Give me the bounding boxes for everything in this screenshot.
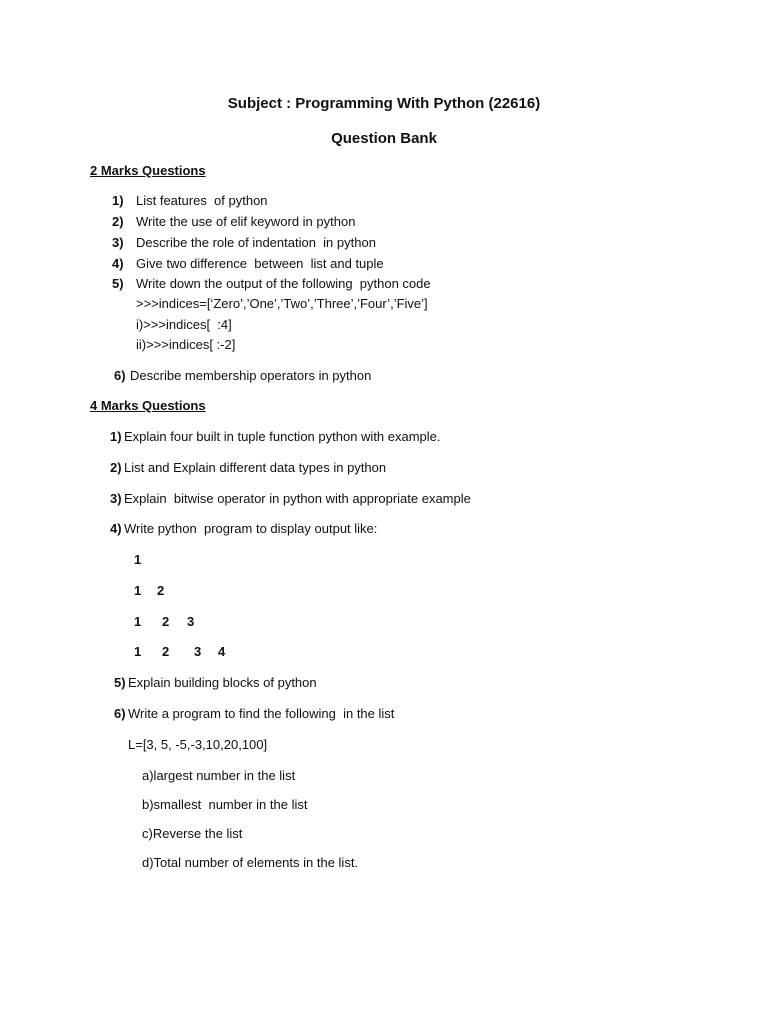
question-number: 4) (112, 256, 124, 271)
question-text: Write a program to find the following in the list (128, 706, 395, 721)
question-text: Explain building blocks of python (128, 675, 317, 690)
question-number: 5) (114, 675, 126, 690)
pattern-cell: 3 (187, 614, 195, 629)
question-text: List features of python (136, 193, 268, 208)
sub-question: c)Reverse the list (142, 826, 243, 841)
question-number: 2) (110, 460, 122, 475)
question-text: Write python program to display output like: (124, 521, 378, 536)
question-text: Describe the role of indentation in python (136, 235, 376, 250)
sub-question: a)largest number in the list (142, 768, 296, 783)
pattern-cell: 4 (218, 644, 226, 659)
section-heading-4-marks: 4 Marks Questions (90, 398, 206, 413)
sub-question: b)smallest number in the list (142, 797, 308, 812)
question-text: Give two difference between list and tuple (136, 256, 384, 271)
question-number: 1) (112, 193, 124, 208)
document-subject: Subject : Programming With Python (22616) (227, 95, 541, 112)
question-number: 5) (112, 276, 124, 291)
question-text: Write down the output of the following python code (136, 276, 431, 291)
question-text: Write the use of elif keyword in python (136, 214, 356, 229)
pattern-cell: 2 (162, 614, 170, 629)
pattern-cell: 1 (134, 552, 142, 567)
code-line: >>>indices=[‘Zero’,’One’,’Two’,’Three’,’Four’,’Five’] (136, 296, 428, 311)
pattern-cell: 2 (162, 644, 170, 659)
question-text: List and Explain different data types in python (124, 460, 387, 475)
question-number: 3) (110, 491, 122, 506)
question-number: 4) (110, 521, 122, 536)
pattern-cell: 2 (157, 583, 165, 598)
code-line: ii)>>>indices[ :-2] (136, 337, 236, 352)
sub-question: d)Total number of elements in the list. (142, 855, 359, 870)
section-heading-2-marks: 2 Marks Questions (90, 163, 206, 178)
pattern-cell: 1 (134, 614, 142, 629)
question-number: 2) (112, 214, 124, 229)
pattern-cell: 3 (194, 644, 202, 659)
question-text: Explain four built in tuple function python with example. (124, 429, 441, 444)
question-number: 1) (110, 429, 122, 444)
pattern-cell: 1 (134, 583, 142, 598)
question-number: 6) (114, 706, 126, 721)
document-title: Question Bank (331, 130, 437, 147)
list-definition: L=[3, 5, -5,-3,10,20,100] (128, 737, 268, 752)
question-number: 6) (114, 368, 126, 383)
code-line: i)>>>indices[ :4] (136, 317, 232, 332)
question-number: 3) (112, 235, 124, 250)
pattern-cell: 1 (134, 644, 142, 659)
question-text: Describe membership operators in python (130, 368, 372, 383)
question-text: Explain bitwise operator in python with appropriate example (124, 491, 471, 506)
